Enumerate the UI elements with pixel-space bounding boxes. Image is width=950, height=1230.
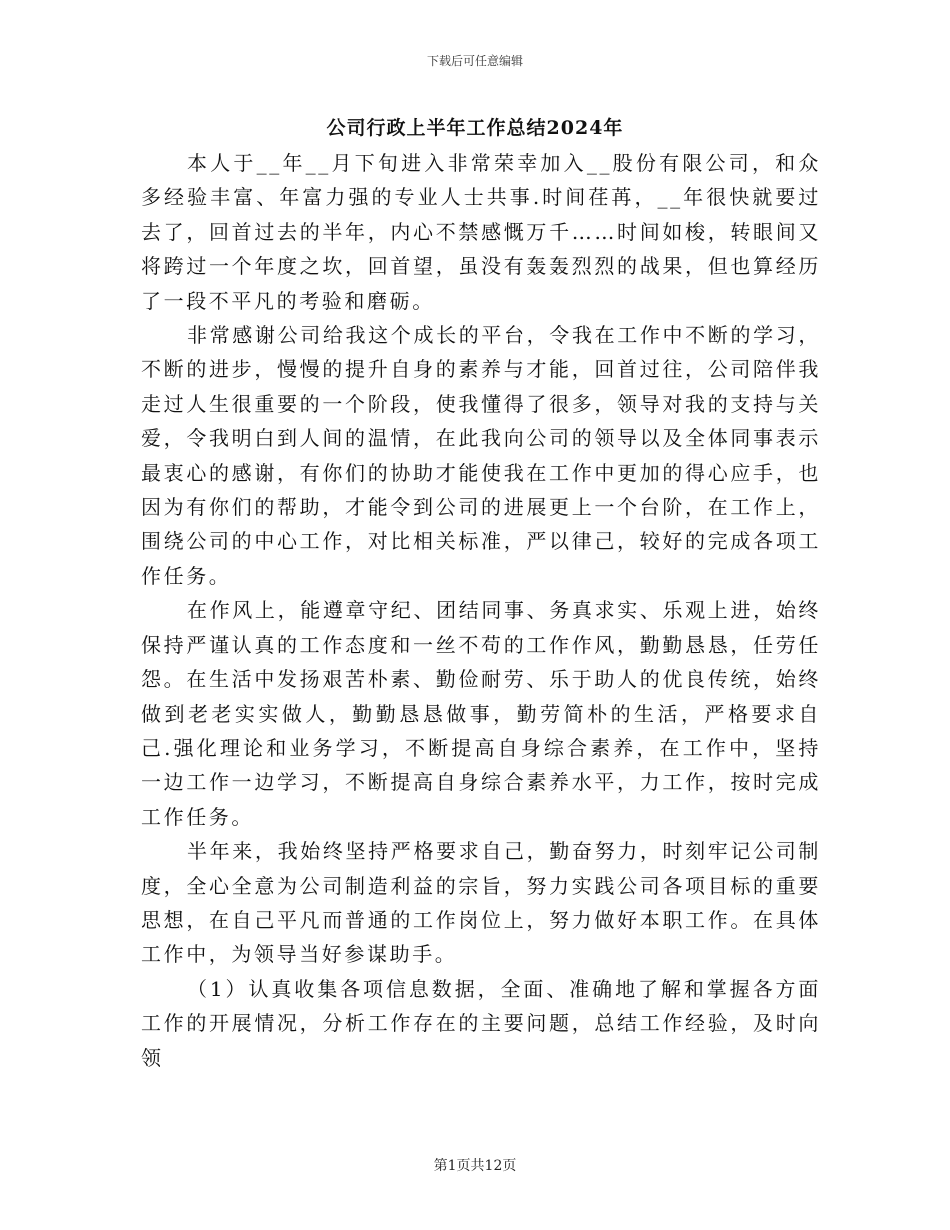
paragraph-1: 本人于__年__月下旬进入非常荣幸加入__股份有限公司，和众多经验丰富、年富力强的专业人士共事.时间荏苒，__年很快就要过去了，回首过去的半年，内心不禁感慨万千……时间如梭，转眼间又将跨过一个年度之坎，回首望，虽没有轰轰烈烈的战果，但也算经历了一段不平凡的考验和磨砺。 bbox=[141, 151, 821, 313]
paragraph-3: 在作风上，能遵章守纪、团结同事、务真求实、乐观上进，始终保持严谨认真的工作态度和一丝不苟的工作作风，勤勤恳恳，任劳任怨。在生活中发扬艰苦朴素、勤俭耐劳、乐于助人的优良传统，始终做到老老实实做人，勤勤恳恳做事，勤劳简朴的生活，严格要求自己.强化理论和业务学习，不断提高自身综合素养，在工作中，坚持一边工作一边学习，不断提高自身综合素养水平，力工作，按时完成工作任务。 bbox=[141, 598, 821, 829]
document-body bbox=[141, 146, 821, 1075]
paragraph-4: 半年来，我始终坚持严格要求自己，勤奋努力，时刻牢记公司制度，全心全意为公司制造利益的宗旨，努力实践公司各项目标的重要思想，在自己平凡而普通的工作岗位上，努力做好本职工作。在具体工作中，为领导当好参谋助手。 bbox=[141, 839, 821, 967]
document-title: 公司行政上半年工作总结2024年 bbox=[326, 117, 624, 139]
page-number: 第1页共12页 bbox=[433, 1158, 517, 1174]
paragraph-2: 非常感谢公司给我这个成长的平台，令我在工作中不断的学习，不断的进步，慢慢的提升自身的素养与才能，回首过往，公司陪伴我走过人生很重要的一个阶段，使我懂得了很多，领导对我的支持与关爱，令我明白到人间的温情，在此我向公司的领导以及全体同事表示最衷心的感谢，有你们的协助才能使我在工作中更加的得心应手，也因为有你们的帮助，才能令到公司的进展更上一个台阶，在工作上，围绕公司的中心工作，对比相关标准，严以律己，较好的完成各项工作任务。 bbox=[141, 323, 821, 588]
header-note: 下载后可任意编辑 bbox=[426, 54, 523, 68]
paragraph-5: （1）认真收集各项信息数据，全面、准确地了解和掌握各方面工作的开展情况，分析工作存在的主要问题，总结工作经验，及时向领 bbox=[141, 976, 821, 1070]
